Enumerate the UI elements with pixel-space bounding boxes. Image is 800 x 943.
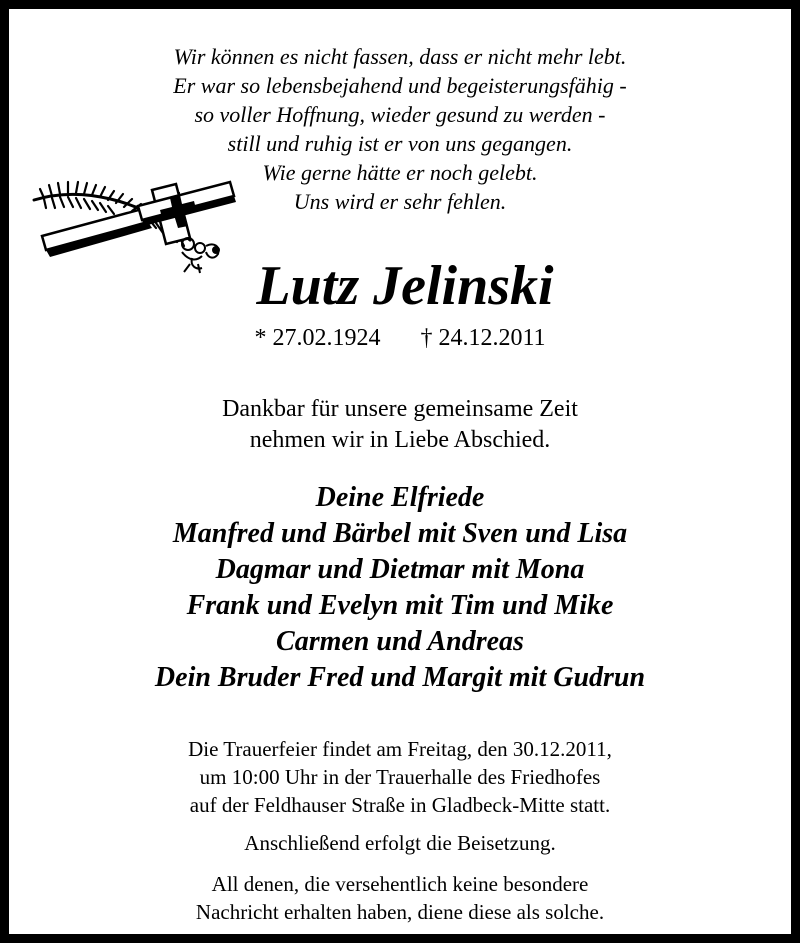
death-date: † 24.12.2011 [420, 325, 546, 351]
poem-line: Er war so lebensbejahend und begeisterungsfähig - [173, 73, 627, 98]
mourner-line: Dagmar und Dietmar mit Mona [215, 554, 585, 585]
thanks-line: nehmen wir in Liebe Abschied. [249, 427, 551, 453]
service-line: um 10:00 Uhr in der Trauerhalle des Friedhofes [199, 765, 601, 789]
service-line: Die Trauerfeier findet am Freitag, den 30.12.2011, [188, 737, 612, 761]
mourner-line: Frank und Evelyn mit Tim und Mike [186, 590, 614, 621]
birth-date: * 27.02.1924 [254, 325, 381, 351]
mourner-line: Dein Bruder Fred und Margit mit Gudrun [154, 662, 646, 693]
poem-line: Uns wird er sehr fehlen. [293, 189, 507, 214]
mourner-line: Manfred und Bärbel mit Sven und Lisa [172, 518, 628, 549]
notice-line: Nachricht erhalten haben, diene diese als solche. [195, 900, 605, 924]
life-dates [0, 323, 800, 353]
poem-line: so voller Hoffnung, wieder gesund zu werden - [194, 102, 606, 127]
service-line: auf der Feldhauser Straße in Gladbeck-Mitte statt. [189, 793, 611, 817]
thanks-line: Dankbar für unsere gemeinsame Zeit [222, 396, 578, 422]
notice-line: All denen, die versehentlich keine besondere [211, 872, 589, 896]
mourner-line: Carmen und Andreas [276, 626, 524, 657]
deceased-name: Lutz Jelinski [256, 255, 554, 317]
poem-line: Wie gerne hätte er noch gelebt. [262, 160, 538, 185]
poem-line: Wir können es nicht fassen, dass er nicht mehr lebt. [173, 44, 627, 69]
burial-info: Anschließend erfolgt die Beisetzung. [244, 831, 556, 855]
poem-line: still und ruhig ist er von uns gegangen. [227, 131, 573, 156]
thanks-message [0, 394, 800, 456]
mourner-line: Deine Elfriede [315, 482, 485, 513]
funeral-service-info [0, 735, 800, 819]
notification-notice [0, 870, 800, 926]
mourners-list [0, 480, 800, 696]
